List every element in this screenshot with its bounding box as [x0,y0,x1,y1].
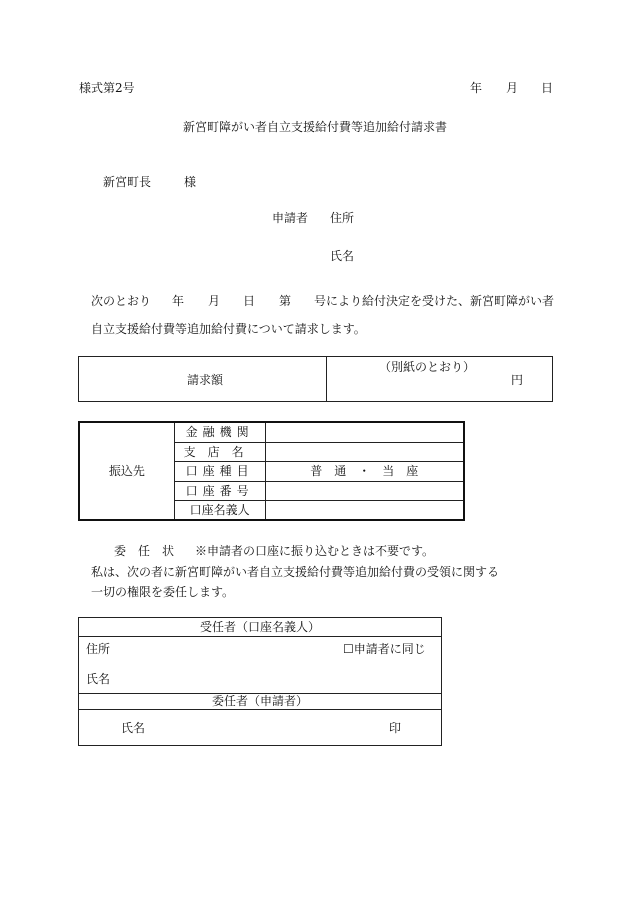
transfer-row-value [265,500,464,520]
proxy-rule-1 [79,636,441,637]
document-title: 新宮町障がい者自立支援給付費等追加給付請求書 [182,120,447,134]
date-year-label: 年 [470,81,483,95]
transfer-row-label: 支店名 [174,442,265,461]
transfer-label: 振込先 [79,422,174,520]
form-number: 様式第2号 [79,81,135,95]
claim-unit: 円 [511,373,524,387]
addressee-name: 新宮町長 [103,175,152,189]
applicant-name-label: 氏名 [330,249,355,263]
receiver-name-label: 氏名 [86,672,111,686]
proxy-rule-3 [79,709,441,710]
receiver-heading: 受任者（口座名義人） [199,620,320,634]
delegation-text-2: 一切の権限を委任します。 [91,585,235,599]
delegator-name-label: 氏名 [121,721,146,735]
claim-divider [326,357,327,401]
delegation-heading: 委 任 状 [114,544,175,558]
delegation-text-1: 私は、次の者に新宮町障がい者自立支援給付費等追加給付費の受領に関する [91,565,500,579]
transfer-row-value [265,481,464,500]
applicant-address-label: 住所 [330,211,355,225]
transfer-table [78,421,465,521]
applicant-label: 申請者 [272,211,309,225]
delegation-note: ※申請者の口座に振り込むときは不要です。 [195,544,435,558]
date-month-label: 月 [506,81,519,95]
receiver-address-label: 住所 [86,642,111,656]
body-number-prefix: 第 [279,294,292,308]
delegator-heading: 委任者（申請者） [211,694,308,708]
claim-label: 請求額 [187,373,224,387]
proxy-table [78,617,442,746]
transfer-row-label: 口座種目 [174,461,265,481]
same-as-applicant-checkbox[interactable]: ☐申請者に同じ [343,642,426,656]
claim-amount-box [78,356,553,402]
transfer-row-value [265,442,464,461]
body-day: 日 [243,294,256,308]
account-type-options: 普 通 ・ 当 座 [265,461,464,481]
body-month: 月 [208,294,221,308]
body-line-2: 自立支援給付費等追加給付費について請求します。 [91,322,366,336]
body-year: 年 [172,294,185,308]
transfer-row-label: 金融機関 [174,422,265,442]
transfer-row-label: 口座番号 [174,481,265,500]
body-suffix: 号により給付決定を受けた、新宮町障がい者 [314,294,555,308]
seal-mark: 印 [389,721,402,735]
addressee-honorific: 様 [184,175,197,189]
transfer-row-label: 口座名義人 [174,500,265,520]
claim-note: （別紙のとおり） [379,360,476,374]
date-day-label: 日 [541,81,554,95]
body-prefix: 次のとおり [91,294,152,308]
transfer-row-value [265,422,464,442]
